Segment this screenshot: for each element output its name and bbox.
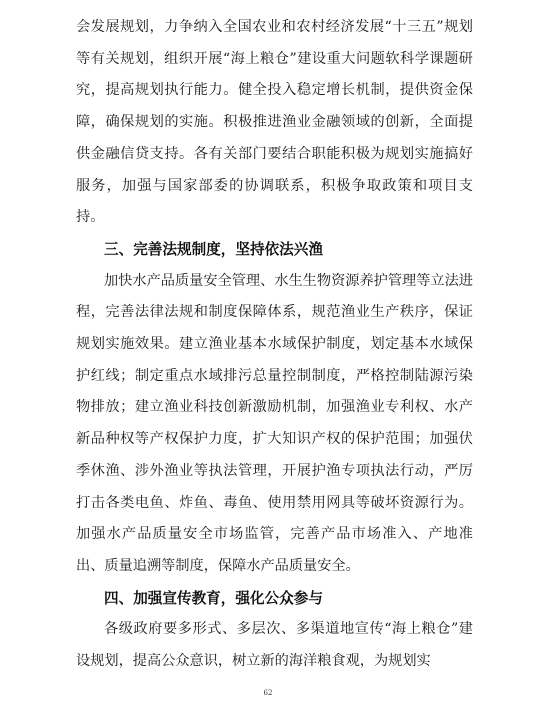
section-paragraph-regulations: 加快水产品质量安全管理、水生生物资源养护管理等立法进程，完善法律法规和制度保障体系，规范渔业生产秩序，保证规划实施效果。建立渔业基本水域保护制度，划定基本水域保护红线；制定重点水域排污总量控制制度，严格控制陆源污染物排放；建立渔业科技创新激励机制，加强渔业专利权、水产新品种权等产权保护力度，扩大知识产权的保护范围；加强伏季休渔、涉外渔业等执法管理，开展护渔专项执法行动，严厉打击各类电鱼、炸鱼、毒鱼、使用禁用网具等破坏资源行为。加强水产品质量安全市场监管，完善产品市场准入、产地准出、质量追溯等制度，保障水产品质量安全。 xyxy=(76,272,473,574)
section-heading-regulations: 三、完善法规制度，坚持依法兴渔 xyxy=(104,240,323,258)
section-heading-publicity: 四、加强宣传教育，强化公众参与 xyxy=(104,589,323,607)
continuation-paragraph: 会发展规划，力争纳入全国农业和农村经济发展“十三五”规划等有关规划，组织开展“海上粮仓”建设重大问题软科学课题研究，提高规划执行能力。健全投入稳定增长机制，提供资金保障，确保规划的实施。积极推进渔业金融领域的创新，全面提供金融信贷支持。各有关部门要结合职能积极为规划实施搞好服务，加强与国家部委的协调联系，积极争取政策和项目支持。 xyxy=(76,19,473,226)
page-number: 62 xyxy=(263,689,273,697)
section-paragraph-publicity: 各级政府要多形式、多层次、多渠道地宣传“海上粮仓”建设规划，提高公众意识，树立新的海洋粮食观，为规划实 xyxy=(76,621,473,670)
page-body xyxy=(76,12,473,678)
